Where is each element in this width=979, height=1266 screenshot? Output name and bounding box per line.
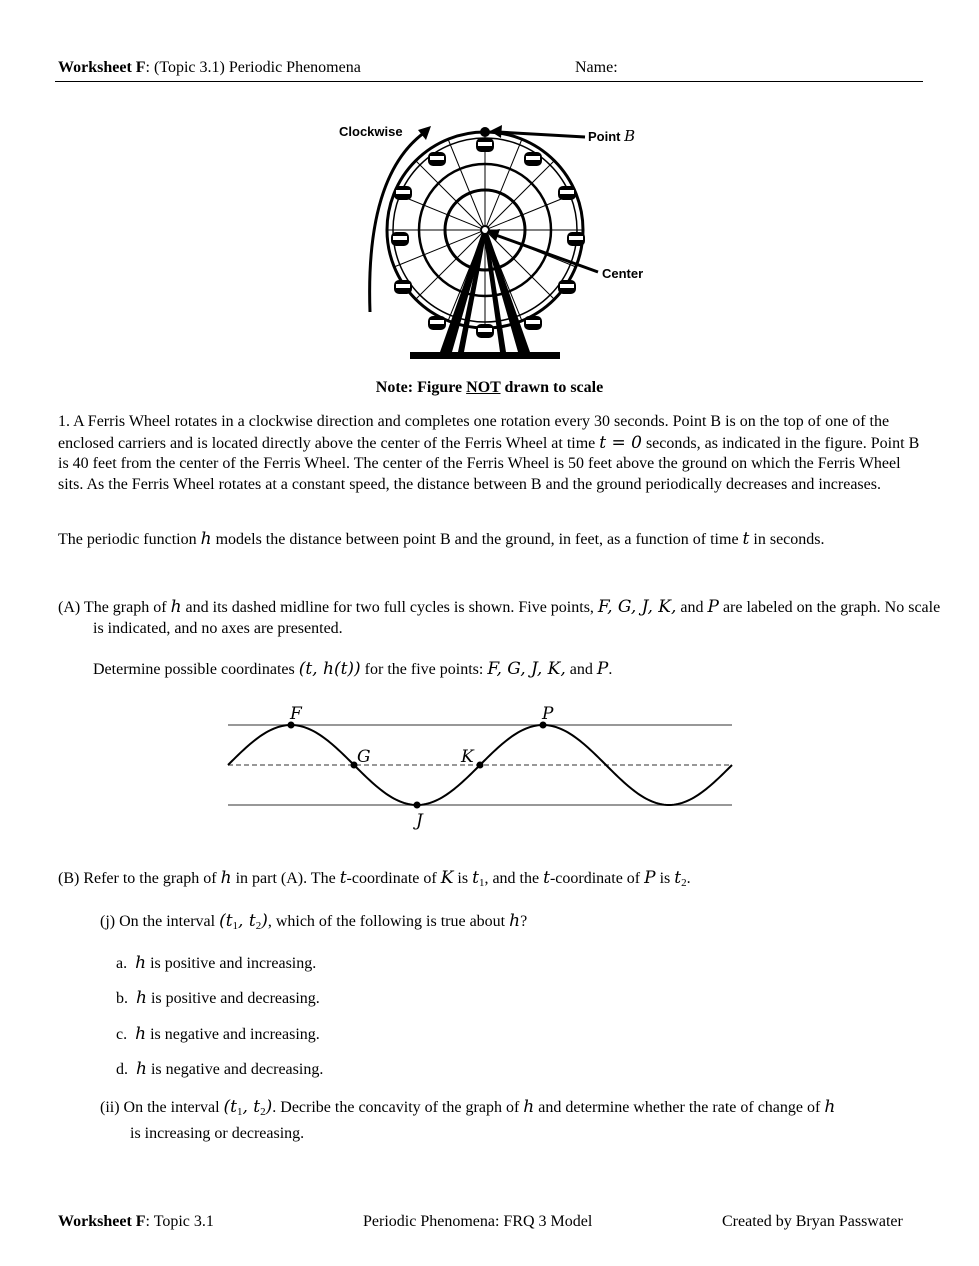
sinusoid-svg bbox=[226, 703, 736, 833]
point-b-label: Point B bbox=[588, 127, 636, 145]
part-b-j-question: (j) On the interval (t1, t2), which of the following is true about h? bbox=[100, 911, 528, 932]
name-label: Name: bbox=[575, 59, 618, 76]
footer-left: Worksheet F: Topic 3.1 bbox=[58, 1213, 214, 1230]
part-b-ii-question: (ii) On the interval (t1, t2). Decribe the concavity of the graph of h and determine whether the rate of change of h bbox=[100, 1097, 836, 1118]
question-1-model: The periodic function h models the distance between point B and the ground, in feet, as a function of time t in seconds. bbox=[58, 529, 825, 549]
label-k: K bbox=[461, 747, 474, 767]
base bbox=[410, 352, 560, 359]
point-b-dot bbox=[480, 127, 490, 137]
clockwise-label: Clockwise bbox=[339, 124, 403, 139]
footer-right: Created by Bryan Passwater bbox=[722, 1213, 903, 1230]
label-f: F bbox=[290, 704, 302, 724]
point-b-arrowhead bbox=[490, 125, 502, 138]
option-a: a. h is positive and increasing. bbox=[116, 953, 317, 973]
option-b: b. h is positive and decreasing. bbox=[116, 988, 320, 1008]
ferris-wheel-diagram bbox=[330, 112, 660, 367]
header-rule bbox=[55, 81, 923, 82]
label-g: G bbox=[357, 747, 371, 767]
sinusoid-graph bbox=[226, 703, 736, 838]
point-k bbox=[477, 762, 484, 769]
part-a-text: (A) The graph of h and its dashed midline for two full cycles is shown. Five points, F, G, J, K, and P are labeled on the graph. No scale is indicated, and no axes are presented. bbox=[58, 597, 941, 637]
option-c: c. h is negative and increasing. bbox=[116, 1024, 320, 1044]
point-j bbox=[414, 802, 421, 809]
part-b-ii-continuation: is increasing or decreasing. bbox=[130, 1125, 305, 1142]
footer-center: Periodic Phenomena: FRQ 3 Model bbox=[363, 1213, 593, 1230]
worksheet-title: Worksheet F: (Topic 3.1) Periodic Phenomena bbox=[58, 59, 361, 76]
part-a-determine: Determine possible coordinates (t, h(t)) for the five points: F, G, J, K, and P. bbox=[93, 659, 613, 679]
part-b-text: (B) Refer to the graph of h in part (A). The t-coordinate of K is t1, and the t-coordinate of P is t2. bbox=[58, 868, 691, 889]
option-d: d. h is negative and decreasing. bbox=[116, 1059, 324, 1079]
label-j: J bbox=[416, 811, 423, 831]
center-hub bbox=[481, 226, 489, 234]
ferris-wheel-figure bbox=[330, 112, 660, 372]
question-1-text: 1. A Ferris Wheel rotates in a clockwise direction and completes one rotation every 30 seconds. Point B is on the top of one of the enclosed carriers and is located directly above the center of the Ferris Wheel at time t = 0 seconds, as indicated in the figure. Point B is 40 feet from the center of the Ferris Wheel. The center of the Ferris Wheel is 50 feet above the ground on which the Ferris Wheel sits. As the Ferris Wheel rotates at a constant speed, the distance between B and the ground periodically decreases and increases. bbox=[58, 413, 920, 493]
label-p: P bbox=[542, 704, 554, 724]
center-label: Center bbox=[602, 266, 644, 281]
figure-note: Note: Figure NOT drawn to scale bbox=[375, 379, 604, 396]
